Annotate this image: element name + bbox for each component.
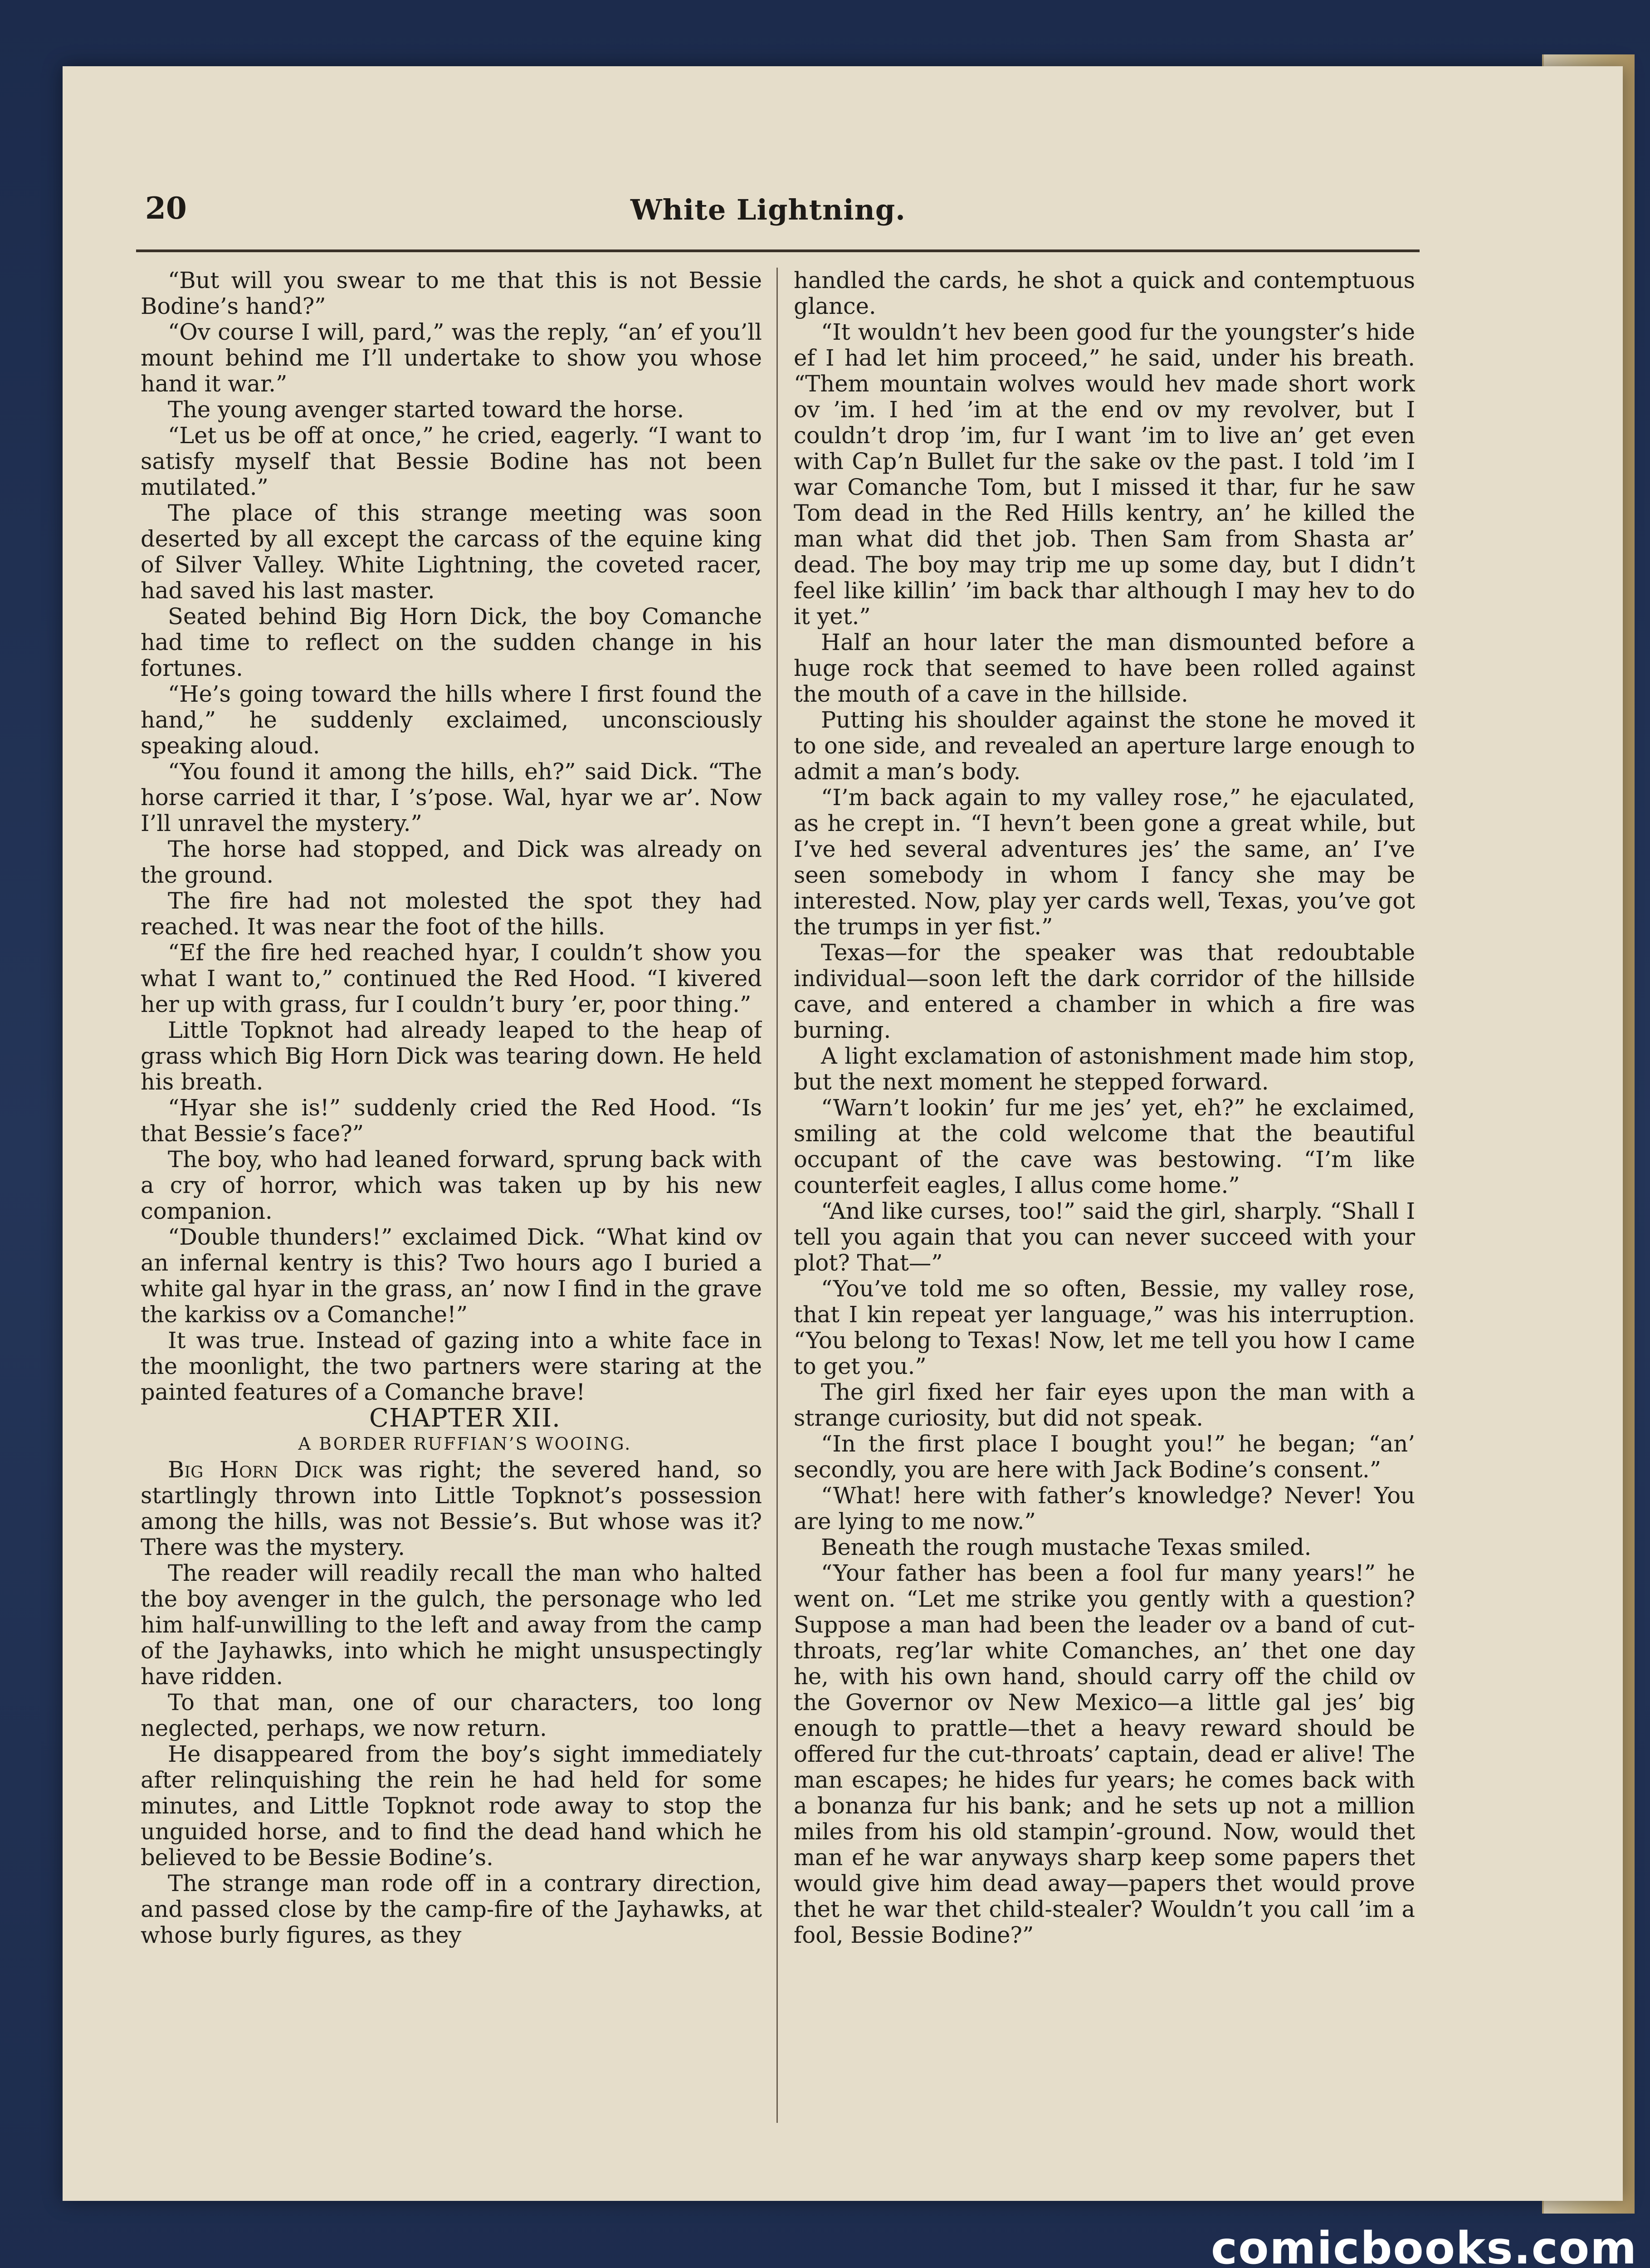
paragraph: “Ov course I will, pard,” was the reply, “an’ ef you’ll mount behind me I’ll undertake to show you whose hand it war.” bbox=[141, 319, 762, 397]
paragraph: Beneath the rough mustache Texas smiled. bbox=[821, 1534, 1312, 1560]
paragraph: “You found it among the hills, eh?” said Dick. “The horse carried it thar, I ’s’pose. Wal, hyar we ar’. Now I’ll unravel the mystery.” bbox=[141, 758, 762, 836]
page-number: 20 bbox=[145, 191, 187, 226]
paragraph: Seated behind Big Horn Dick, the boy Comanche had time to reflect on the sudden change in his fortunes. bbox=[141, 603, 762, 681]
column-divider bbox=[776, 268, 778, 2123]
paragraph: “I’m back again to my valley rose,” he ejaculated, as he crept in. “I hevn’t been gone a great while, but I’ve hed several adventures jes’ the same, an’ I’ve seen somebody in whom I fancy she may be interested. Now, play yer cards well, Texas, you’ve got the trumps in yer fist.” bbox=[794, 784, 1415, 940]
chapter-lead-words: Big Horn Dick bbox=[168, 1457, 342, 1483]
left-column-paragraphs-after bbox=[141, 1560, 762, 1948]
paragraph: Putting his shoulder against the stone he moved it to one side, and revealed an aperture large enough to admit a man’s body. bbox=[794, 707, 1415, 785]
paragraph: “It wouldn’t hev been good fur the youngster’s hide ef I had let him proceed,” he said, under his breath. “Them mountain wolves would hev made short work ov ’im. I hed ’im at the end ov my revolver, but I couldn’t drop ’im, fur I want ’im to live an’ get even with Cap’n Bullet fur the sake ov the past. I told ’im I war Comanche Tom, but I missed it thar, fur he saw Tom dead in the Red Hills kentry, an’ he killed the man what did thet job. Then Sam from Shasta ar’ dead. The boy may trip me up some day, but I didn’t feel like killin’ ’im back thar although I may hev to do it yet.” bbox=[794, 319, 1415, 630]
paragraph: To that man, one of our characters, too long neglected, perhaps, we now return. bbox=[141, 1689, 762, 1741]
paragraph: “He’s going toward the hills where I first found the hand,” he suddenly exclaimed, unconsciously speaking aloud. bbox=[141, 681, 762, 759]
paragraph: “You’ve told me so often, Bessie, my valley rose, that I kin repeat yer language,” was his interruption. “You belong to Texas! Now, let me tell you how I came to get you.” bbox=[794, 1276, 1415, 1379]
paragraph: “Warn’t lookin’ fur me jes’ yet, eh?” he exclaimed, smiling at the cold welcome that the beautiful occupant of the cave was bestowing. “I’m like counterfeit eagles, I allus come home.” bbox=[794, 1095, 1415, 1198]
paragraph: A light exclamation of astonishment made him stop, but the next moment he stepped forward. bbox=[794, 1043, 1415, 1095]
paragraph: The place of this strange meeting was soon deserted by all except the carcass of the equine king of Silver Valley. White Lightning, the coveted racer, had saved his last master. bbox=[141, 500, 762, 604]
paragraph: Texas—for the speaker was that redoubtable individual—soon left the dark corridor of the hillside cave, and entered a chamber in which a fire was burning. bbox=[794, 939, 1415, 1043]
paragraph: “Ef the fire hed reached hyar, I couldn’t show you what I want to,” continued the Red Hood. “I kivered her up with grass, fur I couldn’t bury ’er, poor thing.” bbox=[141, 939, 762, 1017]
paragraph: “In the first place I bought you!” he began; “an’ secondly, you are here with Jack Bodine’s consent.” bbox=[794, 1431, 1415, 1483]
paragraph: Little Topknot had already leaped to the heap of grass which Big Horn Dick was tearing down. He held his breath. bbox=[141, 1017, 762, 1095]
page-header bbox=[145, 191, 1424, 249]
chapter-first-paragraph-text: was right; the severed hand, so startlingly thrown into Little Topknot’s possession among the hills, was not Bessie’s. But whose was it? There was the mystery. bbox=[141, 1457, 762, 1560]
left-column bbox=[141, 268, 762, 2118]
paragraph: The girl fixed her fair eyes upon the man with a strange curiosity, but did not speak. bbox=[794, 1379, 1415, 1431]
paragraph: Half an hour later the man dismounted before a huge rock that seemed to have been rolled against the mouth of a cave in the hillside. bbox=[794, 629, 1415, 707]
paragraph: “And like curses, too!” said the girl, sharply. “Shall I tell you again that you can never succeed with your plot? That—” bbox=[794, 1198, 1415, 1276]
paragraph: “But will you swear to me that this is not Bessie Bodine’s hand?” bbox=[141, 268, 762, 319]
paragraph: The strange man rode off in a contrary direction, and passed close by the camp-fire of the Jayhawks, at whose burly figures, as they bbox=[141, 1870, 762, 1948]
right-column bbox=[794, 268, 1415, 2118]
chapter-title: CHAPTER XII. bbox=[369, 1403, 561, 1433]
left-column-paragraphs bbox=[141, 268, 762, 1405]
header-rule bbox=[136, 249, 1420, 252]
paragraph: “Let us be off at once,” he cried, eagerly. “I want to satisfy myself that Bessie Bodine has not been mutilated.” bbox=[141, 422, 762, 500]
chapter-first-paragraph bbox=[141, 1457, 762, 1560]
paragraph: The fire had not molested the spot they had reached. It was near the foot of the hills. bbox=[141, 888, 762, 940]
right-column-paragraphs bbox=[794, 268, 1415, 1948]
paragraph: The reader will readily recall the man who halted the boy avenger in the gulch, the personage who led him half-unwilling to the left and away from the camp of the Jayhawks, into which he might unsuspectingly have ridden. bbox=[141, 1560, 762, 1690]
paragraph: He disappeared from the boy’s sight immediately after relinquishing the rein he had held for some minutes, and Little Topknot rode away to stop the unguided horse, and to find the dead hand which he believed to be Bessie Bodine’s. bbox=[141, 1741, 762, 1871]
paragraph: “What! here with father’s knowledge? Never! You are lying to me now.” bbox=[794, 1482, 1415, 1535]
paragraph: The boy, who had leaned forward, sprung back with a cry of horror, which was taken up by his new companion. bbox=[141, 1146, 762, 1224]
paragraph: “Double thunders!” exclaimed Dick. “What kind ov an infernal kentry is this? Two hours ago I buried a white gal hyar in the grass, an’ now I find in the grave the karkiss ov a Comanche!” bbox=[141, 1224, 762, 1328]
paragraph: It was true. Instead of gazing into a white face in the moonlight, the two partners were staring at the painted features of a Comanche brave! bbox=[141, 1327, 762, 1405]
paragraph: The young avenger started toward the horse. bbox=[168, 396, 684, 423]
paragraph: handled the cards, he shot a quick and contemptuous glance. bbox=[794, 268, 1415, 319]
chapter-subtitle: A BORDER RUFFIAN’S WOOING. bbox=[298, 1434, 632, 1454]
running-title: White Lightning. bbox=[630, 193, 906, 226]
paragraph: “Hyar she is!” suddenly cried the Red Hood. “Is that Bessie’s face?” bbox=[141, 1095, 762, 1147]
watermark-text: comicbooks.com bbox=[1211, 2223, 1638, 2268]
paragraph: The horse had stopped, and Dick was already on the ground. bbox=[141, 836, 762, 888]
paragraph: “Your father has been a fool fur many years!” he went on. “Let me strike you gently with a question? Suppose a man had been the leader ov a band of cut-throats, reg’lar white Comanches, an’ thet one day he, with his own hand, should carry off the child ov the Governor ov New Mexico—a little gal jes’ big enough to prattle—thet a heavy reward should be offered fur the cut-throats’ captain, dead er alive! The man escapes; he hides fur years; he comes back with a bonanza fur his bank; and he sets up not a million miles from his old stampin’-ground. Now, would thet man ef he war anyways sharp keep some papers thet would give him dead away—papers thet would prove thet he war thet child-stealer? Wouldn’t you call ’im a fool, Bessie Bodine?” bbox=[794, 1560, 1415, 1948]
